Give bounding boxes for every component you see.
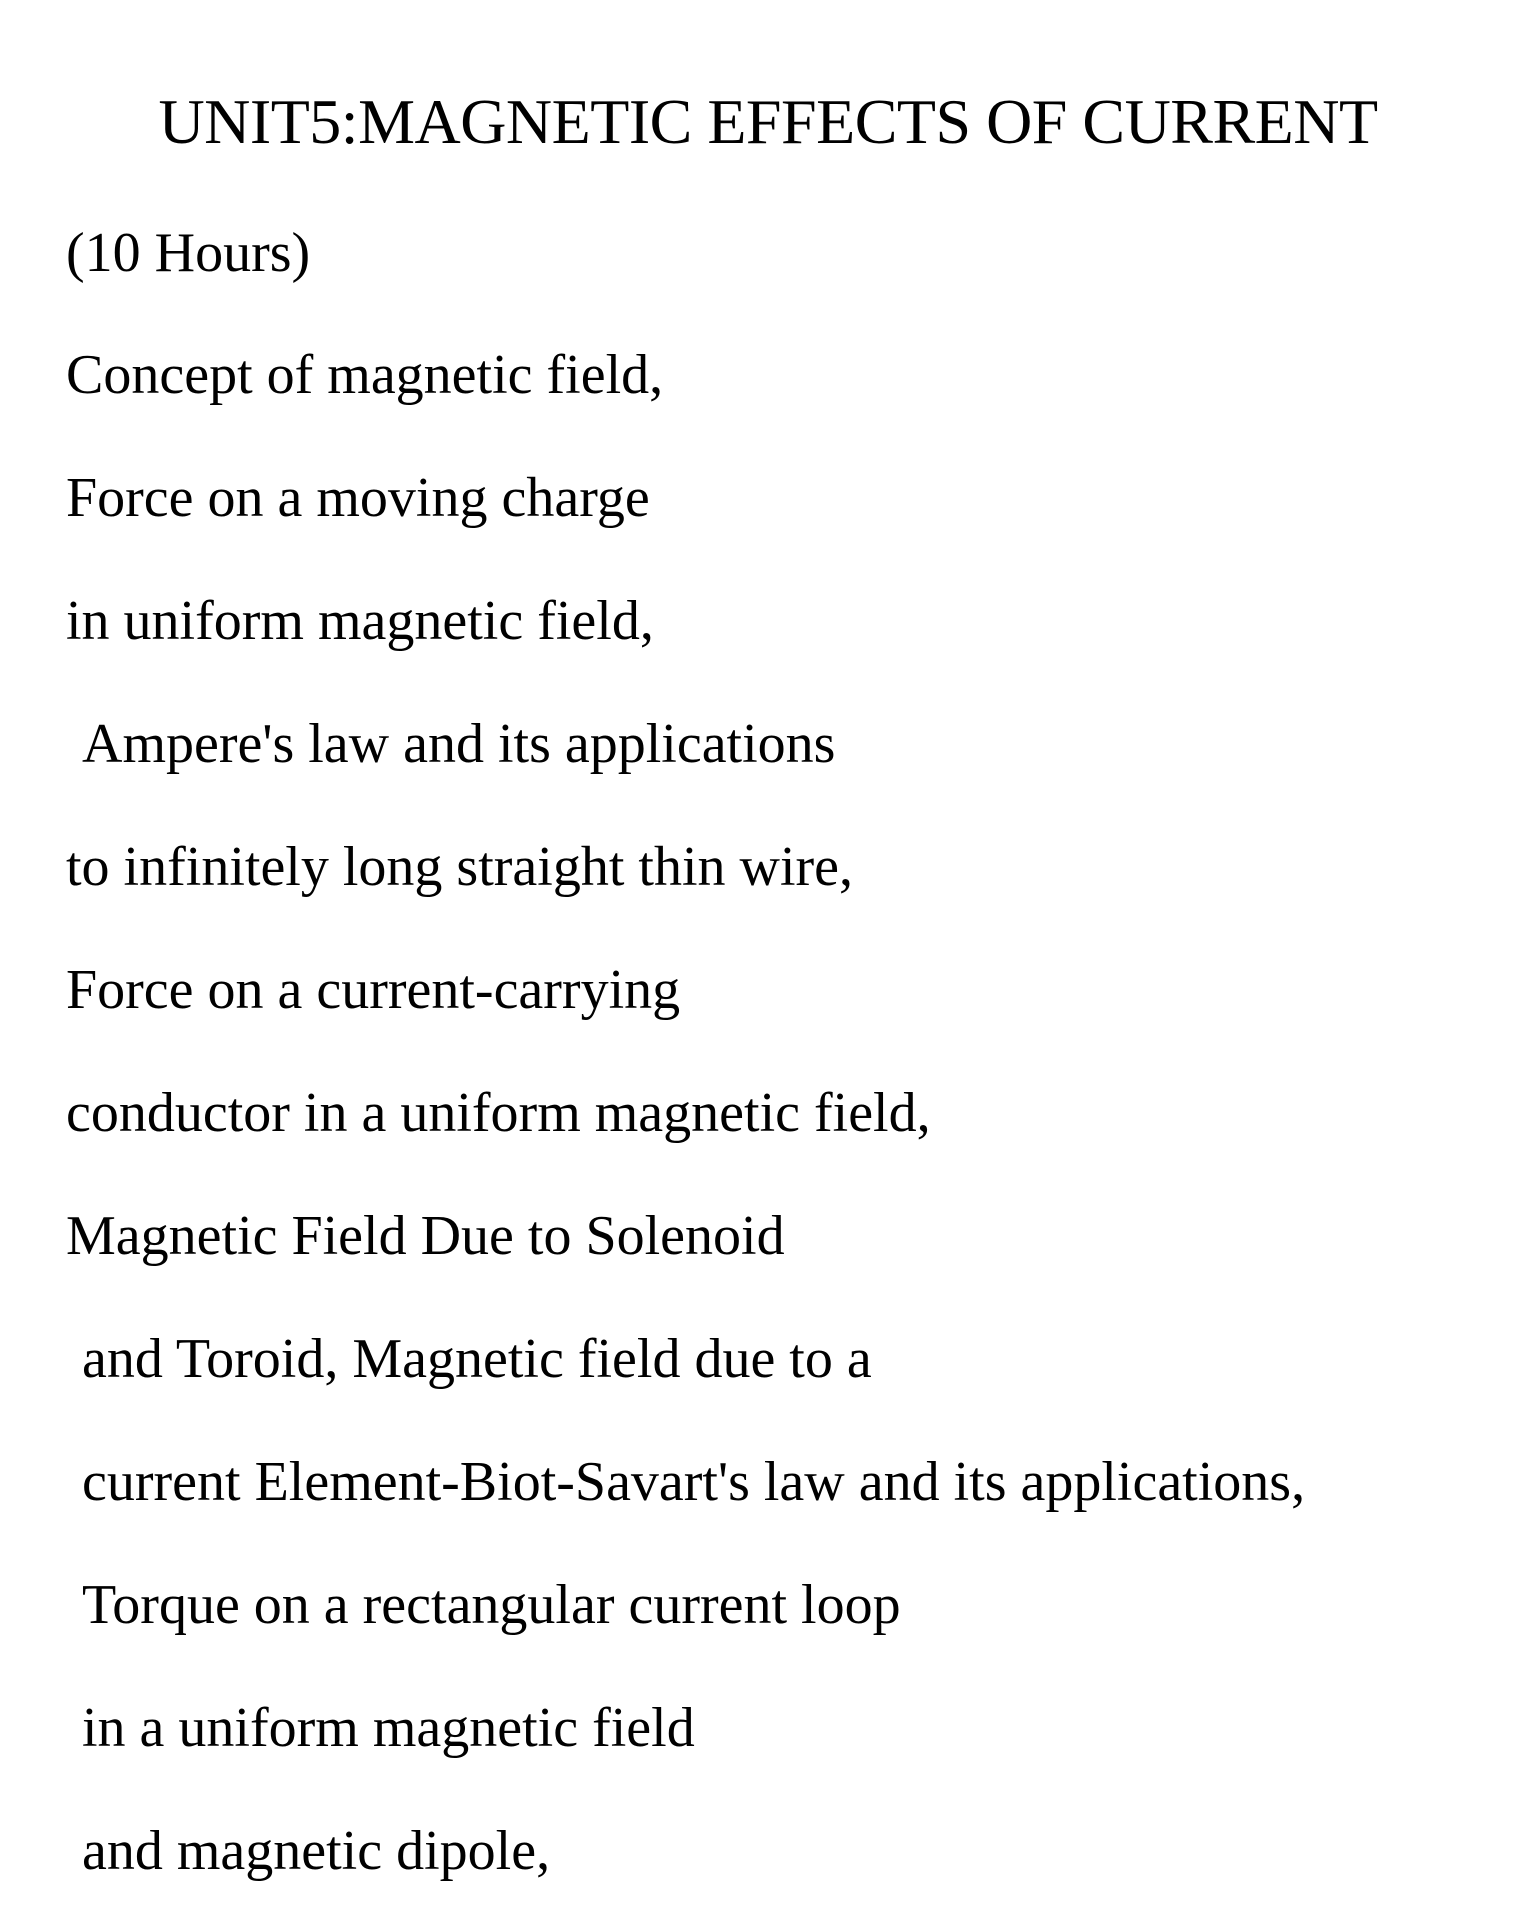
topic-line: to infinitely long straight thin wire, bbox=[66, 836, 854, 898]
duration-label: (10 Hours) bbox=[66, 222, 311, 284]
topic-line: conductor in a uniform magnetic field, bbox=[66, 1082, 931, 1144]
topic-line: in a uniform magnetic field bbox=[82, 1697, 695, 1759]
topic-line: Torque on a rectangular current loop bbox=[82, 1574, 901, 1636]
topic-line: and magnetic dipole, bbox=[82, 1820, 551, 1882]
topic-line: in uniform magnetic field, bbox=[66, 590, 654, 652]
topic-line: Concept of magnetic field, bbox=[66, 344, 664, 406]
unit-title: UNIT5:MAGNETIC EFFECTS OF CURRENT bbox=[158, 86, 1378, 157]
topic-line: Magnetic Field Due to Solenoid bbox=[66, 1205, 785, 1267]
topic-line: Force on a moving charge bbox=[66, 467, 650, 529]
topic-line: and Toroid, Magnetic field due to a bbox=[82, 1328, 872, 1390]
topic-line: Ampere's law and its applications bbox=[82, 713, 836, 775]
topic-line: Force on a current-carrying bbox=[66, 959, 681, 1021]
topic-line: current Element-Biot-Savart's law and its applications, bbox=[82, 1451, 1306, 1513]
